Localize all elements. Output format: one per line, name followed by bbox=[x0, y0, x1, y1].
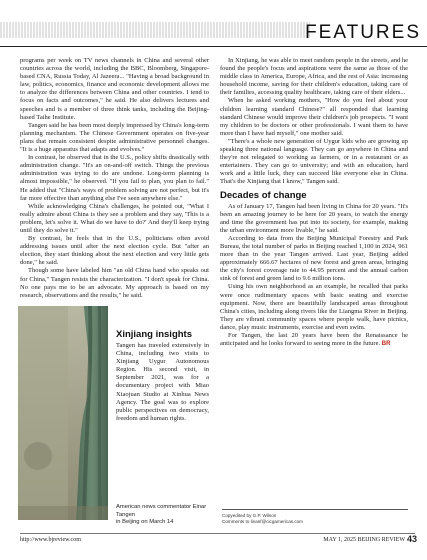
article-paragraph: Though some have labeled him "an old China hand who speaks out for China," Tangen resists the characterization. "I don't speak for China. No one pays me to be an advocate. My approach is based on my research, observations and the results," he said. bbox=[20, 267, 209, 299]
article-paragraph: programs per week on TV news channels in China and several other countries across the world, including the BBC, Bloomberg, Singapore-based CNA, Russia Today, Al Jazeera... "Having a broad background in law, politics, economics, finance and economic development allows me to analyze the differences between China and other countries. I tend to focus on facts and outcomes," he said. He also delivers lectures and speeches and is a member of three think tanks, including the Beijing-based Taihe Institute. bbox=[20, 57, 209, 121]
left-lower-column bbox=[116, 326, 209, 423]
portrait-photo-art bbox=[18, 306, 108, 520]
subhead-xinjiang: Xinjiang insights bbox=[116, 329, 193, 340]
right-column bbox=[220, 57, 408, 348]
caption-line: in Beijing on March 14 bbox=[116, 519, 174, 525]
section-title: FEATURES bbox=[305, 22, 421, 43]
end-mark: BR bbox=[381, 341, 391, 348]
left-column bbox=[20, 57, 209, 300]
photo-caption bbox=[116, 504, 211, 527]
article-paragraph: By contrast, he feels that in the U.S., politicians often avoid addressing issues until after the next election cycle. But "after an election, they start thinking about the next election and very little gets done," he said. bbox=[20, 235, 209, 267]
article-paragraph: In Xinjiang, he was able to meet random people in the streets, and he found the people's focus and aspirations were the same as those of the middle class in America, Europe, Africa, and the rest of Asia: increasing household income, saving for their children's education, taking care of their families, accessing quality healthcare, taking care of their elders... bbox=[220, 57, 408, 97]
article-paragraph: Using his own neighborhood as an example, he recalled that parks were once rudimentary spaces with basic seating and exercise equipment. Now, there are beautifully landscaped areas throughout China's cities, including along rivers like the Liangma River in Beijing. They are vibrant community spaces where people walk, have picnics, dance, play music instruments, exercise and even swim. bbox=[220, 283, 408, 331]
article-paragraph: As of January 17, Tangen had been living in China for 20 years. "It's been an amazing journey to be here for 20 years, to watch the energy and time the government has put into its society, for example, making the urban environment more livable," he said. bbox=[220, 202, 408, 234]
copyedited-line: Copyedited by G.P. Wilson bbox=[222, 513, 277, 518]
section-header bbox=[0, 0, 427, 50]
article-paragraph: Tangen has traveled extensively in China, including two visits to Xinjiang Uygur Autonomous Region. His second visit, in September 2021, was for a documentary project with Miao Xiaojuan Studio at Xinhua News Agency. The goal was to explore public perspectives on democracy, freedom and human rights. bbox=[116, 342, 209, 422]
subhead-decades: Decades of change bbox=[220, 189, 307, 201]
page-number: 43 bbox=[406, 534, 417, 544]
comments-line: Comments to linanf@cicgamericas.com bbox=[222, 519, 303, 524]
article-paragraph: "There's a whole new generation of Uygur kids who are growing up speaking three national language. They can go anywhere in China and they're not relegated to working as farmers, or in a restaurant or as entertainers. They can go to university; and with an education, hard work and a little luck, they can succeed like everyone else in China. That's the Xinjiang that I know," Tangen said. bbox=[220, 137, 408, 186]
article-paragraph: Tangen said he has been most deeply impressed by China's long-term planning mechanism. The Chinese Government operates on five-year plans that remain consistent despite administrative personnel changes. "It is a huge apparatus that adapts and evolves." bbox=[20, 121, 209, 154]
footer-issue: MAY 1, 2025 BEIJING REVIEW bbox=[323, 537, 405, 543]
footer-url: http://www.bjreview.com bbox=[20, 537, 81, 543]
article-paragraph: In contrast, he observed that in the U.S., policy shifts drastically with administration change. "It's an on-and-off switch. Things the previous administration was trying to do are undone. Long-term planning is almost impossible," he observed. "If you fail to plan, you plan to fail." He added that "China's ways of problem solving are not perfect, but it's far more effective than anything else I've seen anywhere else." bbox=[20, 154, 209, 202]
caption-line: American news commentator Einar Tangen bbox=[116, 504, 207, 518]
credits bbox=[222, 509, 408, 525]
article-paragraph: According to data from the Beijing Municipal Forestry and Park Bureau, the total number of parks in Beijing reached 1,100 in 2024, 961 more than in the year Tangen arrived. Last year, Beijing added approximately 666.67 hectares of new forest and green areas, bringing the city's forest coverage rate to 44.95 percent and the annual carbon sink of forest and green land to 9.6 million tons. bbox=[220, 234, 408, 283]
footer-rule bbox=[20, 533, 415, 534]
article-paragraph: While acknowledging China's challenges, he pointed out, "What I really admire about China is they see a problem and they say, 'This is a problem, let's solve it. What do we have to do?' And they'll keep trying until they do solve it." bbox=[20, 202, 209, 234]
header-rule bbox=[0, 46, 427, 47]
portrait-photo bbox=[18, 306, 108, 520]
header-stripes bbox=[0, 22, 310, 38]
final-text: For Tangen, the last 20 years have been the Renaissance he anticipated and he looks forward to seeing more in the future. bbox=[220, 332, 408, 348]
article-paragraph-final bbox=[220, 332, 408, 348]
article-paragraph: When he asked working mothers, "How do you feel about your children learning standard Chinese?" all responded that learning standard Chinese would improve their children's job prospects. "I want my children to be doctors or other professionals. I want them to have more than I have had myself," one mother said. bbox=[220, 97, 408, 137]
